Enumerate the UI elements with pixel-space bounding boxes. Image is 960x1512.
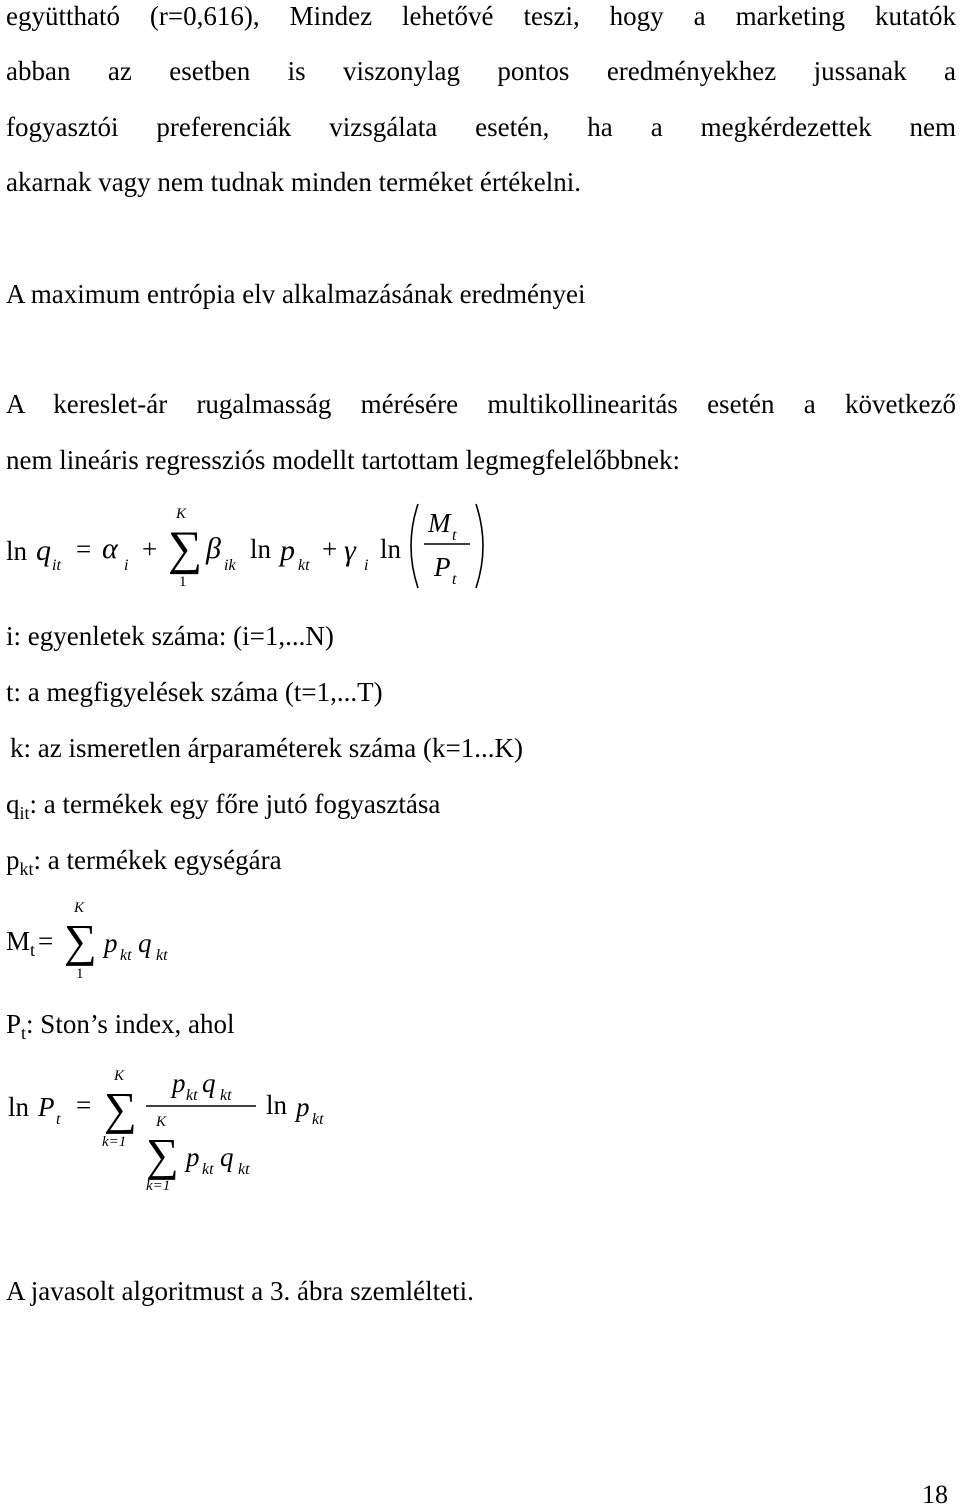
definition-q-letter: q	[6, 789, 20, 819]
eq-equals: =	[76, 534, 92, 564]
eq-fraction-denominator-sub: t	[452, 571, 457, 588]
eq-ln-3: ln	[380, 534, 402, 564]
paragraph-line-3: fogyasztói preferenciák vizsgálata esetén, ha a megkérdezettek nem	[6, 112, 956, 142]
section-heading: A maximum entrópia elv alkalmazásának eredményei	[6, 279, 586, 309]
eq-ln-2: ln	[250, 534, 272, 564]
p-eq-sum-lower: k=1	[102, 1134, 127, 1150]
p-eq-P: P	[38, 1092, 55, 1122]
eq-left-paren	[411, 504, 418, 588]
eq-sum-lower: 1	[179, 574, 187, 590]
definition-p-letter: p	[6, 845, 20, 875]
eq-beta-sub: ik	[224, 557, 236, 574]
closing-line: A javasolt algoritmust a 3. ábra szemlélteti.	[6, 1276, 474, 1306]
m-sum-upper: K	[74, 900, 85, 916]
eq-beta: β	[206, 532, 221, 565]
p-eq-ln: ln	[8, 1092, 30, 1122]
p-eq-den-sum-lower: k=1	[146, 1178, 171, 1194]
p-eq-den-sum-sign: ∑	[146, 1129, 179, 1180]
m-q: q	[138, 928, 152, 958]
eq-gamma-sub: i	[364, 557, 369, 574]
definition-p-text: : a termékek egységára	[33, 845, 282, 875]
ston-equation	[0, 1062, 360, 1202]
ston-letter: P	[6, 1009, 22, 1039]
p-eq-num-p-sub: kt	[186, 1087, 198, 1104]
p-eq-num-q-sub: kt	[220, 1087, 232, 1104]
eq-alpha: α	[102, 532, 118, 565]
p-eq-num-p: p	[172, 1068, 186, 1098]
m-sum-sign: ∑	[64, 915, 97, 966]
p-eq-p2: p	[296, 1092, 310, 1122]
eq-plus: +	[142, 534, 158, 564]
p-eq-den-q: q	[220, 1142, 234, 1172]
p-eq-den-q-sub: kt	[238, 1161, 250, 1178]
eq-p-sub: kt	[298, 557, 310, 574]
definition-p	[6, 844, 282, 885]
eq-ln: ln	[6, 536, 28, 566]
eq-alpha-sub: i	[124, 557, 129, 574]
eq-right-paren	[476, 504, 483, 588]
eq-fraction-numerator-sub: t	[452, 527, 457, 544]
definition-q-text: : a termékek egy főre jutó fogyasztása	[29, 789, 441, 819]
m-p-sub: kt	[120, 947, 132, 964]
p-eq-p2-sub: kt	[312, 1111, 324, 1128]
eq-sum-sign: ∑	[168, 522, 203, 575]
ston-sub: t	[21, 1023, 27, 1043]
m-equals: =	[38, 926, 54, 956]
intro-line-2: nem lineáris regressziós modellt tartottam legmegfelelőbbnek:	[6, 445, 681, 475]
p-eq-ln-2: ln	[266, 1090, 288, 1120]
definition-t: t: a megfigyelések száma (t=1,...T)	[6, 677, 383, 707]
p-eq-equals: =	[76, 1090, 92, 1120]
p-eq-P-sub: t	[56, 1111, 61, 1128]
intro-line-1: A kereslet-ár rugalmasság mérésére multikollinearitás esetén a következő	[6, 389, 956, 419]
regression-equation	[0, 498, 500, 598]
eq-fraction-denominator: P	[434, 552, 451, 582]
paragraph-line-4: akarnak vagy nem tudnak minden terméket értékelni.	[6, 167, 582, 197]
m-sub: t	[30, 940, 36, 960]
ston-index-line	[6, 1008, 235, 1049]
eq-p: p	[280, 534, 295, 567]
page-number: 18	[922, 1480, 948, 1509]
p-eq-num-q: q	[202, 1068, 216, 1098]
eq-fraction-numerator: M	[428, 508, 451, 538]
m-p: p	[104, 928, 118, 958]
m-equation	[0, 894, 240, 984]
definition-k: k: az ismeretlen árparaméterek száma (k=1...K)	[10, 733, 523, 763]
m-letter: M	[6, 926, 31, 956]
p-eq-den-p-sub: kt	[202, 1161, 214, 1178]
paragraph-line-2: abban az esetben is viszonylag pontos eredményekhez jussanak a	[6, 56, 956, 86]
eq-sum-upper: K	[176, 506, 187, 522]
p-eq-sum-sign: ∑	[104, 1083, 137, 1134]
eq-plus-2: +	[322, 534, 338, 564]
p-eq-sum-upper: K	[114, 1068, 125, 1084]
definition-p-sub: kt	[19, 859, 34, 879]
m-sum-lower: 1	[76, 966, 84, 982]
ston-text: : Ston’s index, ahol	[26, 1009, 235, 1039]
paragraph-line-1: együttható (r=0,616), Mindez lehetővé teszi, hogy a marketing kutatók	[6, 1, 956, 31]
m-q-sub: kt	[156, 947, 168, 964]
definition-i: i: egyenletek száma: (i=1,...N)	[6, 621, 334, 651]
p-eq-den-p: p	[186, 1142, 200, 1172]
definition-q-sub: it	[19, 803, 30, 823]
eq-q: q	[36, 534, 51, 567]
p-eq-den-sum-upper: K	[156, 1114, 167, 1130]
definition-q	[6, 788, 440, 829]
eq-q-sub: it	[52, 557, 61, 574]
eq-gamma: γ	[344, 534, 356, 567]
